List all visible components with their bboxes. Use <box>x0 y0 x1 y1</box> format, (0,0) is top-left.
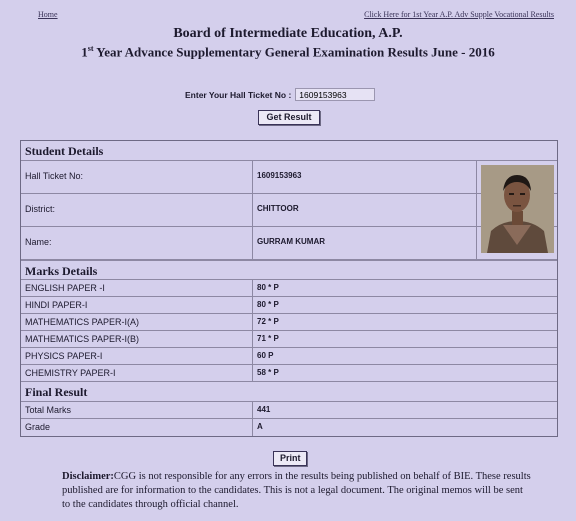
home-link[interactable]: Home <box>38 10 58 19</box>
final-value: A <box>257 422 263 431</box>
exam-title-prefix: 1 <box>81 44 88 60</box>
exam-title-rest: Year Advance Supplementary General Examination Results June - 2016 <box>93 44 495 60</box>
student-label: Hall Ticket No: <box>21 161 253 193</box>
student-value: GURRAM KUMAR <box>257 237 325 246</box>
subject-name: MATHEMATICS PAPER-I(A) <box>21 314 253 330</box>
marks-row <box>21 314 557 331</box>
subject-marks: 80 * P <box>257 300 279 309</box>
marks-row <box>21 297 557 314</box>
board-title: Board of Intermediate Education, A.P. <box>173 26 403 41</box>
subject-marks: 80 * P <box>257 283 279 292</box>
vocational-results-link[interactable]: Click Here for 1st Year A.P. Adv Supple Vocational Results <box>364 10 554 19</box>
hall-ticket-search <box>185 88 375 101</box>
subject-marks: 72 * P <box>257 317 279 326</box>
marks-row <box>21 348 557 365</box>
final-result-heading: Final Result <box>21 382 557 402</box>
disclaimer-text: CGG is not responsible for any errors in the results being published on behalf of BIE. These results published are for information to the candidates. This is not a legal document. The original memos will be sent to the candidates through official channel. <box>62 471 531 510</box>
subject-marks: 58 * P <box>257 368 279 377</box>
top-links <box>0 10 576 24</box>
photo-cell <box>476 161 557 260</box>
subject-marks: 71 * P <box>257 334 279 343</box>
student-label: Name: <box>21 227 253 259</box>
subject-name: MATHEMATICS PAPER-I(B) <box>21 331 253 347</box>
marks-row <box>21 280 557 297</box>
student-details-heading: Student Details <box>21 141 557 161</box>
subject-name: ENGLISH PAPER -I <box>21 280 253 296</box>
student-value: 1609153963 <box>257 171 302 180</box>
student-label: District: <box>21 194 253 226</box>
print-button[interactable]: Print <box>273 451 307 466</box>
final-row-total <box>21 402 557 419</box>
hall-ticket-input[interactable] <box>295 88 375 101</box>
subject-name: PHYSICS PAPER-I <box>21 348 253 364</box>
disclaimer <box>62 470 532 512</box>
exam-title <box>0 44 576 60</box>
subject-name: CHEMISTRY PAPER-I <box>21 365 253 381</box>
subject-name: HINDI PAPER-I <box>21 297 253 313</box>
results-table <box>20 140 558 437</box>
marks-row <box>21 365 557 382</box>
final-value: 441 <box>257 405 271 414</box>
marks-details-heading: Marks Details <box>21 260 557 280</box>
subject-marks: 60 P <box>257 351 274 360</box>
student-photo <box>481 165 554 253</box>
final-label: Total Marks <box>21 402 253 418</box>
marks-row <box>21 331 557 348</box>
get-result-button[interactable]: Get Result <box>258 110 320 125</box>
student-value: CHITTOOR <box>257 204 299 213</box>
final-row-grade <box>21 419 557 436</box>
final-label: Grade <box>21 419 253 436</box>
exam-title-sup: st <box>87 44 94 53</box>
student-details-block <box>21 161 557 260</box>
hall-ticket-label: Enter Your Hall Ticket No : <box>185 89 292 100</box>
disclaimer-lead: Disclaimer: <box>62 471 114 482</box>
